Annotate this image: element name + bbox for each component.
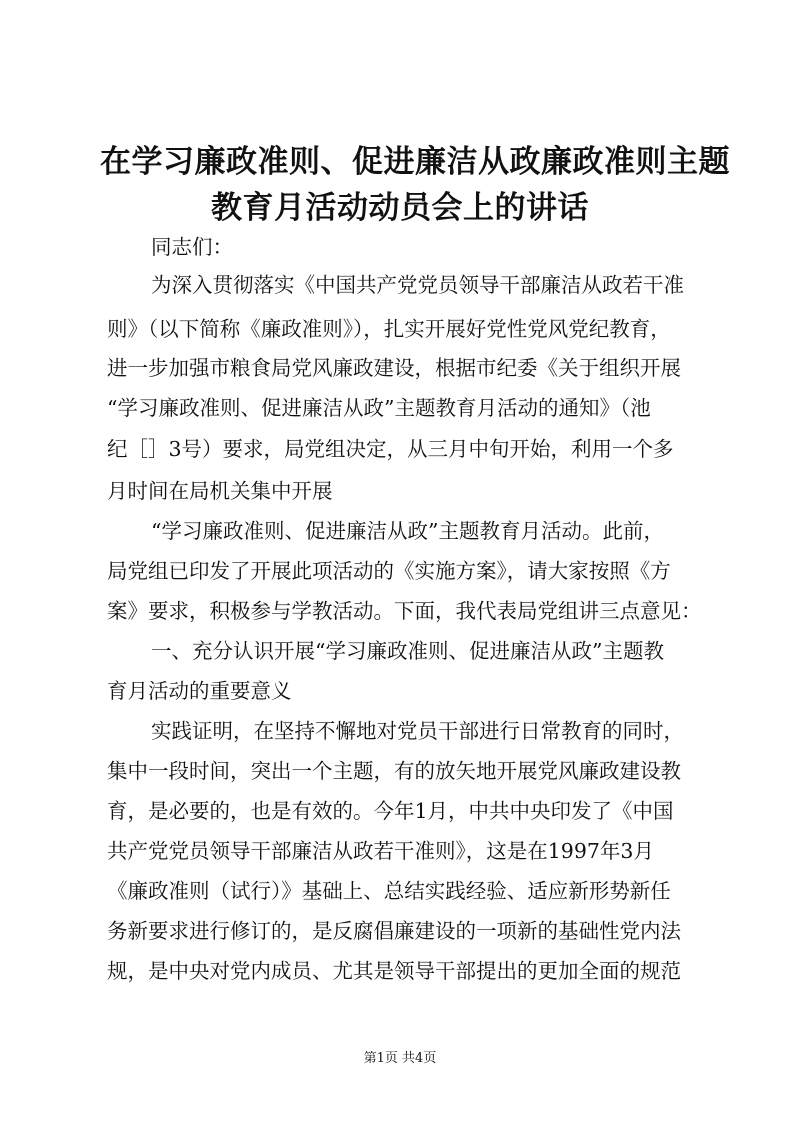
body-line: 月时间在局机关集中开展	[107, 479, 333, 503]
body-line: 《廉政准则（试行）》基础上、总结实践经验、适应新形势新任	[107, 879, 671, 903]
body-line: “学习廉政准则、促进廉洁从政”主题教育月活动的通知》（池	[107, 396, 651, 420]
body-line: 进一步加强市粮食局党风廉政建设，根据市纪委《关于组织开展	[107, 356, 681, 380]
body-line: 实践证明，在坚持不懈地对党员干部进行日常教育的同时，	[151, 719, 684, 743]
body-line: 为深入贯彻落实《中国共产党党员领导干部廉洁从政若干准	[151, 273, 684, 297]
body-line: 务新要求进行修订的，是反腐倡廉建设的一项新的基础性党内法	[107, 919, 681, 943]
body-line: 规，是中央对党内成员、尤其是领导干部提出的更加全面的规范	[107, 959, 681, 983]
body-line: 纪［］3号）要求，局党组决定，从三月中旬开始，利用一个多	[107, 437, 674, 461]
page-footer: 第1页 共4页	[363, 1051, 437, 1066]
section-heading: 一、充分认识开展“学习廉政准则、促进廉洁从政”主题教	[151, 639, 664, 663]
document-title-line-1: 在学习廉政准则、促进廉洁从政廉政准则主题	[100, 144, 730, 180]
body-line: 则》（以下简称《廉政准则》），扎实开展好党性党风党纪教育，	[107, 317, 671, 341]
document-title-line-2: 教育月活动动员会上的讲话	[211, 190, 589, 226]
body-line: 集中一段时间，突出一个主题，有的放矢地开展党风廉政建设教	[107, 759, 681, 783]
body-line: “学习廉政准则、促进廉洁从政”主题教育月活动。此前，	[151, 519, 664, 543]
body-line: 共产党党员领导干部廉洁从政若干准则》，这是在1997年3月	[107, 839, 654, 863]
salutation: 同志们：	[151, 235, 233, 259]
body-line: 案》要求，积极参与学教活动。下面，我代表局党组讲三点意见：	[107, 599, 702, 623]
body-line: 育，是必要的，也是有效的。今年1月，中共中央印发了《中国	[107, 799, 674, 823]
section-heading: 育月活动的重要意义	[107, 679, 292, 703]
body-line: 局党组已印发了开展此项活动的《实施方案》，请大家按照《方	[107, 559, 671, 583]
